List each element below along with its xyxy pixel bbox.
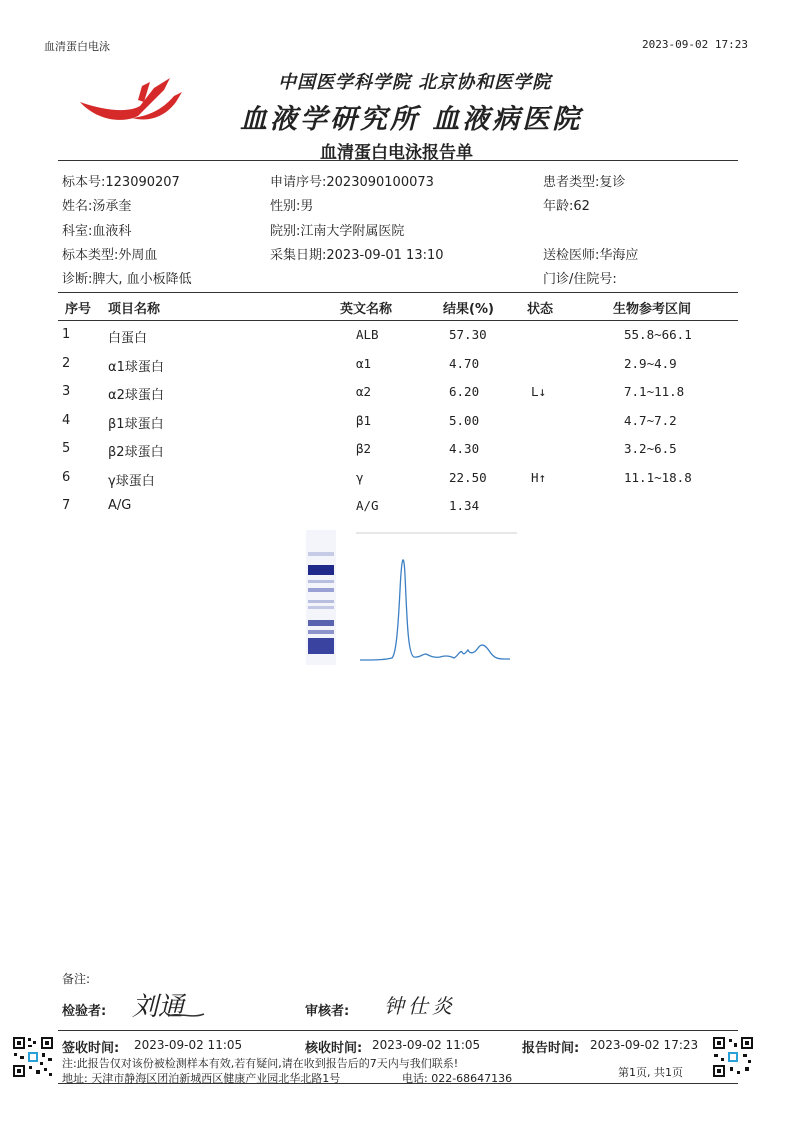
report-time-label: 报告时间: [522,1041,580,1056]
cell-english-name: α2 [356,384,372,399]
cell-item-name: A/G [108,498,132,513]
cell-reference-range: 2.9~4.9 [624,355,677,371]
cell-result: 4.70 [449,355,480,371]
cell-result: 57.30 [449,327,487,342]
cell-english-name: α1 [356,355,372,371]
footer-address: 地址: 天津市静海区团泊新城西区健康产业园北华北路1号 [62,1072,341,1085]
signature-underline [166,1010,206,1020]
cell-item-name: 白蛋白 [108,331,148,346]
col-header-english: 英文名称 [340,302,393,317]
col-header-item: 项目名称 [108,302,161,317]
cell-seq: 1 [62,327,71,342]
densitometry-curve-chart [354,530,519,665]
footer-phone: 电话: 022-68647136 [402,1072,513,1085]
footer-divider-top [58,1030,738,1031]
electrophoresis-gel-strip [306,530,336,665]
cell-english-name: ALB [356,327,379,342]
report-title: 血清蛋白电泳报告单 [320,143,473,163]
cell-result: 22.50 [449,469,487,485]
institution-name-line1: 中国医学科学院 北京协和医学院 [278,72,552,93]
report-time-value: 2023-09-02 17:23 [590,1038,699,1052]
cell-reference-range: 4.7~7.2 [624,412,677,428]
print-timestamp: 2023-09-02 17:23 [642,38,748,51]
patient-name: 姓名:汤承奎 [62,199,132,214]
cell-english-name: γ [356,469,364,485]
remark-label: 备注: [62,972,91,986]
institution-name-line2: 血液学研究所 血液病医院 [240,104,583,135]
verify-time-label: 核收时间: [305,1041,363,1056]
cell-seq: 4 [62,412,71,428]
cell-item-name: γ球蛋白 [108,473,155,489]
collection-date: 采集日期:2023-09-01 13:10 [270,248,444,263]
cell-seq: 5 [62,441,71,456]
col-header-result: 结果(%) [443,302,494,317]
cell-reference-range: 55.8~66.1 [624,327,692,342]
footer-divider-bottom [58,1083,738,1084]
cell-result: 5.00 [449,412,480,428]
sign-time-value: 2023-09-02 11:05 [134,1038,243,1052]
patient-age: 年龄:62 [543,199,590,214]
footer-note: 注:此报告仅对该份被检测样本有效,若有疑问,请在收到报告后的7天内与我们联系! [62,1057,459,1070]
title-divider [58,160,738,161]
cell-reference-range: 7.1~11.8 [624,384,685,399]
cell-seq: 3 [62,384,71,399]
hospital-logo [78,72,186,128]
col-header-range: 生物参考区间 [613,302,692,317]
cell-reference-range: 11.1~18.8 [624,469,692,485]
table-header-divider [58,320,738,321]
cell-reference-range: 3.2~6.5 [624,441,677,456]
verify-time-value: 2023-09-02 11:05 [372,1038,481,1052]
cell-result: 4.30 [449,441,480,456]
reviewer-label: 审核者: [305,1004,350,1019]
specimen-type: 标本类型:外周血 [62,248,158,263]
info-divider [58,292,738,293]
cell-item-name: α2球蛋白 [108,388,164,403]
cell-seq: 7 [62,498,71,513]
cell-seq: 6 [62,469,71,485]
cell-status: L↓ [531,384,547,399]
cell-english-name: β1 [356,412,372,428]
referring-doctor: 送检医师:华海应 [543,248,639,263]
request-number: 申请序号:2023090100073 [270,175,434,190]
cell-item-name: β1球蛋白 [108,416,164,432]
examiner-label: 检验者: [62,1004,107,1019]
col-header-status: 状态 [527,302,554,317]
cell-english-name: β2 [356,441,372,456]
reviewer-signature: 钟仕炎 [384,994,456,1018]
qr-code-right-icon [712,1036,754,1078]
qr-code-left-icon [12,1036,54,1078]
document-header-label: 血清蛋白电泳 [44,40,110,53]
page-number: 第1页, 共1页 [618,1066,683,1079]
examiner-signature: 刘通 [132,992,185,1022]
hospital-branch: 院别:江南大学附属医院 [270,224,405,239]
specimen-number: 标本号:123090207 [62,175,180,190]
department: 科室:血液科 [62,224,132,239]
cell-english-name: A/G [356,498,379,513]
patient-type: 患者类型:复诊 [543,175,626,190]
cell-result: 6.20 [449,384,480,399]
diagnosis: 诊断:脾大, 血小板降低 [62,272,192,287]
cell-seq: 2 [62,355,71,371]
sign-time-label: 签收时间: [62,1041,120,1056]
cell-item-name: α1球蛋白 [108,359,164,375]
outpatient-number: 门诊/住院号: [543,272,617,287]
col-header-seq: 序号 [65,302,92,317]
cell-item-name: β2球蛋白 [108,445,164,460]
cell-status: H↑ [531,469,547,485]
cell-result: 1.34 [449,498,480,513]
patient-gender: 性别:男 [270,199,314,214]
